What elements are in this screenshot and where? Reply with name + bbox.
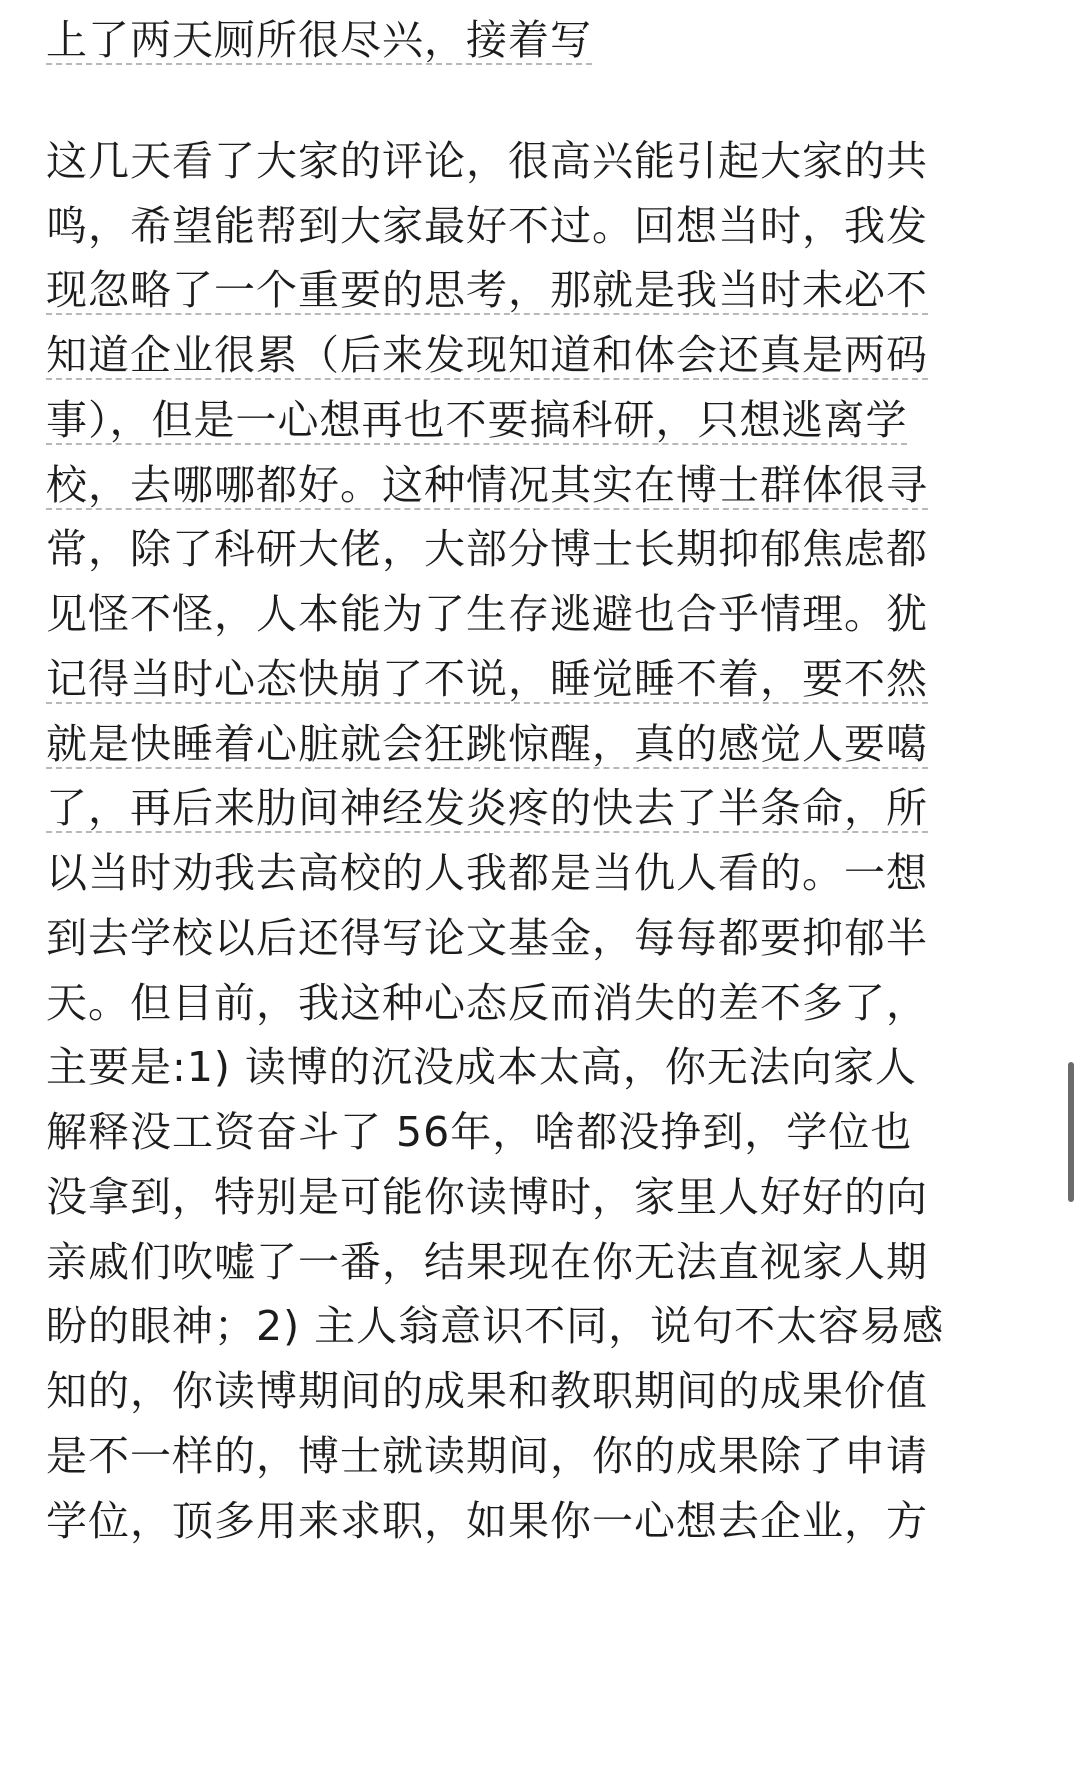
text-line: 记得当时心态快崩了不说，睡觉睡不着，要不然	[46, 655, 928, 703]
text-line: 就是快睡着心脏就会狂跳惊醒，真的感觉人要噶	[46, 720, 928, 768]
text-line: 这几天看了大家的评论，很高兴能引起大家的共	[46, 137, 928, 185]
text-line: 是不一样的，博士就读期间，你的成果除了申请	[46, 1432, 928, 1480]
vertical-scrollbar[interactable]	[1068, 1062, 1074, 1202]
text-line: 天。但目前，我这种心态反而消失的差不多了，	[46, 979, 928, 1027]
text-line-heading: 上了两天厕所很尽兴，接着写	[46, 16, 592, 64]
text-line: 以当时劝我去高校的人我都是当仇人看的。一想	[46, 849, 928, 897]
text-line: 亲戚们吹嘘了一番，结果现在你无法直视家人期	[46, 1238, 928, 1286]
text-line: 鸣，希望能帮到大家最好不过。回想当时，我发	[46, 202, 928, 250]
text-line: 常，除了科研大佬，大部分博士长期抑郁焦虑都	[46, 525, 928, 573]
text-line: 现忽略了一个重要的思考，那就是我当时未必不	[46, 266, 928, 314]
text-line: 知的，你读博期间的成果和教职期间的成果价值	[46, 1367, 928, 1415]
text-line: 学位，顶多用来求职，如果你一心想去企业，方	[46, 1497, 928, 1545]
text-line: 主要是:1) 读博的沉没成本太高，你无法向家人	[46, 1043, 917, 1091]
text-line: 事），但是一心想再也不要搞科研，只想逃离学	[46, 396, 908, 444]
text-line: 知道企业很累（后来发现知道和体会还真是两码	[46, 331, 928, 379]
text-line: 了，再后来肋间神经发炎疼的快去了半条命，所	[46, 784, 928, 832]
text-line: 盼的眼神；2) 主人翁意识不同，说句不太容易感	[46, 1302, 945, 1350]
text-line: 解释没工资奋斗了 56年，啥都没挣到，学位也	[46, 1108, 913, 1156]
text-line: 校，去哪哪都好。这种情况其实在博士群体很寻	[46, 461, 928, 509]
text-line: 没拿到，特别是可能你读博时，家里人好好的向	[46, 1173, 928, 1221]
text-line: 到去学校以后还得写论文基金，每每都要抑郁半	[46, 914, 928, 962]
text-line: 见怪不怪，人本能为了生存逃避也合乎情理。犹	[46, 590, 928, 638]
